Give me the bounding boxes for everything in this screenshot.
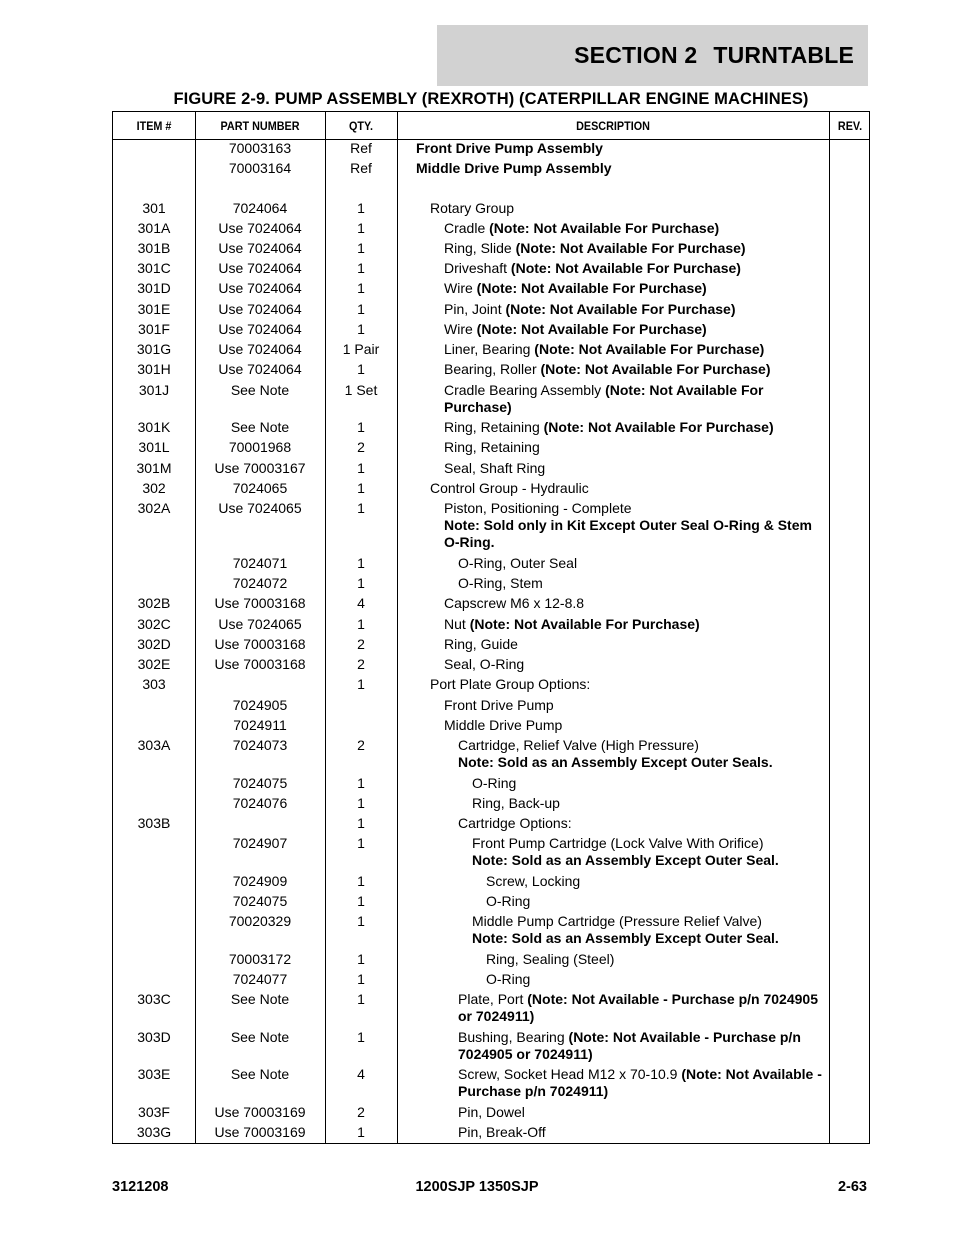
part-number-cell: 7024905 — [232, 697, 288, 713]
footer-page-number: 2-63 — [837, 1179, 867, 1195]
qty-cell: 1 — [357, 676, 365, 692]
part-number-cell: Use 70003168 — [214, 636, 306, 652]
description-cell — [444, 361, 826, 378]
item-number-cell: 301A — [137, 220, 171, 236]
description-text: Ring, Sealing (Steel) — [486, 951, 615, 967]
part-number-cell: Use 70003168 — [214, 656, 306, 672]
qty-cell: 2 — [357, 636, 365, 652]
qty-cell: 1 — [357, 815, 365, 831]
description-text: Ring, Retaining — [444, 419, 544, 435]
description-cell — [430, 200, 826, 217]
qty-cell: Ref — [350, 140, 372, 156]
description-cell — [486, 893, 826, 910]
description-note: (Note: Not Available For Purchase) — [476, 280, 707, 296]
header-rev: REV. — [837, 118, 863, 133]
part-number-cell: See Note — [230, 1066, 290, 1082]
qty-cell: 1 — [357, 913, 365, 929]
part-number-cell: Use 7024064 — [218, 260, 302, 276]
description-note: (Note: Not Available - Purchase p/n 7024905 or 7024911) — [458, 991, 818, 1024]
part-number-cell: Use 70003169 — [214, 1104, 306, 1120]
qty-cell: 2 — [357, 737, 365, 753]
description-text: Ring, Guide — [444, 636, 518, 652]
item-number-cell: 303B — [137, 815, 171, 831]
header-part-number: PART NUMBER — [220, 118, 300, 133]
description-note: (Note: Not Available For Purchase) — [476, 321, 707, 337]
qty-cell: 1 — [357, 893, 365, 909]
part-number-cell: 70003164 — [228, 160, 292, 176]
part-number-cell: Use 7024064 — [218, 341, 302, 357]
part-number-cell: 70003163 — [228, 140, 292, 156]
description-text: Ring, Back-up — [472, 795, 560, 811]
item-number-cell: 301J — [138, 382, 170, 398]
qty-cell: 1 — [357, 500, 365, 516]
qty-cell: 4 — [357, 595, 365, 611]
figure-title: FIGURE 2-9. PUMP ASSEMBLY (REXROTH) (CATERPILLAR ENGINE MACHINES) — [173, 90, 809, 108]
footer-models: 1200SJP 1350SJP — [415, 1179, 539, 1195]
description-cell — [458, 555, 826, 572]
description-note: (Note: Not Available For Purchase) — [540, 361, 771, 377]
part-number-cell: See Note — [230, 382, 290, 398]
item-number-cell: 301E — [137, 301, 171, 317]
header-item: ITEM # — [136, 118, 172, 133]
description-note: Note: Sold as an Assembly Except Outer Seal. — [472, 930, 779, 946]
description-text: Seal, O-Ring — [444, 656, 525, 672]
qty-cell: 1 — [357, 419, 365, 435]
part-number-cell: Use 7024064 — [218, 280, 302, 296]
qty-cell: 1 — [357, 200, 365, 216]
qty-cell: 1 — [357, 795, 365, 811]
header-qty: QTY. — [348, 118, 373, 133]
qty-cell: 1 — [357, 220, 365, 236]
part-number-cell: Use 7024065 — [218, 500, 302, 516]
qty-cell: 2 — [357, 656, 365, 672]
part-number-cell: Use 7024064 — [218, 361, 302, 377]
section-header — [437, 25, 868, 86]
description-cell — [444, 500, 826, 551]
description-text: Front Pump Cartridge (Lock Valve With Orifice) — [472, 835, 764, 851]
description-text: Cartridge Options: — [458, 815, 572, 831]
description-note: Note: Sold as an Assembly Except Outer Seal. — [472, 852, 779, 868]
qty-cell: 1 — [357, 260, 365, 276]
qty-cell: Ref — [350, 160, 372, 176]
description-cell — [458, 575, 826, 592]
description-text: Nut — [444, 616, 470, 632]
description-cell — [416, 160, 826, 177]
description-note: Note: Sold as an Assembly Except Outer Seals. — [458, 754, 773, 770]
part-number-cell: Use 7024064 — [218, 321, 302, 337]
description-text: Cartridge, Relief Valve (High Pressure) — [458, 737, 699, 753]
description-cell — [444, 220, 826, 237]
description-cell — [430, 676, 826, 693]
qty-cell: 1 — [357, 301, 365, 317]
item-number-cell: 303E — [137, 1066, 171, 1082]
part-number-cell: 7024077 — [232, 971, 288, 987]
qty-cell: 4 — [357, 1066, 365, 1082]
description-note: Front Drive Pump Assembly — [416, 140, 603, 156]
part-number-cell: 7024065 — [232, 480, 288, 496]
description-text: Piston, Positioning - Complete — [444, 500, 632, 516]
qty-cell: 2 — [357, 1104, 365, 1120]
part-number-cell: 70003172 — [228, 951, 292, 967]
item-number-cell: 301B — [137, 240, 171, 256]
description-text: Rotary Group — [430, 200, 515, 216]
description-text: O-Ring — [486, 971, 531, 987]
item-number-cell: 301C — [137, 260, 171, 276]
item-number-cell: 301K — [137, 419, 171, 435]
description-text: O-Ring — [472, 775, 517, 791]
qty-cell: 1 — [357, 480, 365, 496]
item-number-cell: 302C — [137, 616, 171, 632]
item-number-cell: 301F — [138, 321, 170, 337]
part-number-cell: 7024076 — [232, 795, 288, 811]
item-number-cell: 303G — [136, 1124, 172, 1140]
description-text: Pin, Joint — [444, 301, 506, 317]
qty-cell: 1 — [357, 321, 365, 337]
description-note: (Note: Not Available For Purchase) — [505, 301, 736, 317]
description-text: Control Group - Hydraulic — [430, 480, 589, 496]
description-text: Bearing, Roller — [444, 361, 541, 377]
description-cell — [458, 1124, 826, 1141]
description-note: (Note: Not Available For Purchase) — [515, 240, 746, 256]
part-number-cell: 7024907 — [232, 835, 288, 851]
description-text: Driveshaft — [444, 260, 511, 276]
description-text: Cradle — [444, 220, 490, 236]
description-text: Liner, Bearing — [444, 341, 535, 357]
item-number-cell: 302B — [137, 595, 171, 611]
column-divider — [829, 112, 830, 1143]
qty-cell: 1 — [357, 991, 365, 1007]
part-number-cell: 7024909 — [232, 873, 288, 889]
description-cell — [472, 775, 826, 792]
qty-cell: 1 — [357, 361, 365, 377]
part-number-cell: 7024073 — [232, 737, 288, 753]
part-number-cell: See Note — [230, 419, 290, 435]
description-cell — [458, 1066, 826, 1100]
description-text: Cradle Bearing Assembly — [444, 382, 606, 398]
description-cell — [444, 439, 826, 456]
description-cell — [444, 382, 826, 416]
item-number-cell: 301G — [136, 341, 172, 357]
description-note: (Note: Not Available For Purchase) — [444, 382, 764, 415]
description-text: Screw, Locking — [486, 873, 581, 889]
section-title: TURNTABLE — [713, 42, 854, 68]
parts-table — [112, 111, 870, 1144]
description-note: (Note: Not Available For Purchase) — [543, 419, 774, 435]
part-number-cell: Use 7024064 — [218, 301, 302, 317]
description-text: Ring, Retaining — [444, 439, 540, 455]
description-note: (Note: Not Available For Purchase) — [510, 260, 741, 276]
description-cell — [444, 595, 826, 612]
item-number-cell: 301D — [137, 280, 171, 296]
item-number-cell: 303C — [137, 991, 171, 1007]
description-text: Screw, Socket Head M12 x 70-10.9 — [458, 1066, 682, 1082]
description-cell — [444, 341, 826, 358]
description-cell — [444, 717, 826, 734]
item-number-cell: 302D — [137, 636, 171, 652]
description-cell — [416, 140, 826, 157]
description-text: O-Ring — [486, 893, 531, 909]
header-description: DESCRIPTION — [576, 118, 650, 133]
description-cell — [486, 971, 826, 988]
qty-cell: 1 — [357, 575, 365, 591]
description-cell — [458, 1104, 826, 1121]
item-number-cell: 303F — [138, 1104, 170, 1120]
qty-cell: 1 — [357, 460, 365, 476]
description-cell — [444, 419, 826, 436]
description-cell — [486, 873, 826, 890]
description-note: (Note: Not Available - Purchase p/n 7024905 or 7024911) — [458, 1029, 801, 1062]
qty-cell: 1 — [357, 835, 365, 851]
description-cell — [472, 913, 826, 947]
description-note: Note: Sold only in Kit Except Outer Seal O-Ring & Stem O-Ring. — [444, 517, 812, 550]
description-text: Front Drive Pump — [444, 697, 554, 713]
description-cell — [472, 795, 826, 812]
part-number-cell: Use 70003167 — [214, 460, 306, 476]
description-note: (Note: Not Available For Purchase) — [489, 220, 720, 236]
section-number: SECTION 2 — [574, 42, 698, 68]
description-cell — [458, 1029, 826, 1063]
column-divider — [397, 112, 398, 1143]
description-cell — [458, 737, 826, 771]
qty-cell: 1 — [357, 971, 365, 987]
qty-cell: 1 — [357, 775, 365, 791]
qty-cell: 1 — [357, 873, 365, 889]
qty-cell: 2 — [357, 439, 365, 455]
item-number-cell: 303 — [142, 676, 166, 692]
item-number-cell: 302E — [137, 656, 171, 672]
description-cell — [444, 321, 826, 338]
description-text: Bushing, Bearing — [458, 1029, 569, 1045]
part-number-cell: Use 7024065 — [218, 616, 302, 632]
description-text: Plate, Port — [458, 991, 528, 1007]
description-text: Ring, Slide — [444, 240, 516, 256]
description-text: O-Ring, Outer Seal — [458, 555, 578, 571]
part-number-cell: 7024075 — [232, 893, 288, 909]
part-number-cell: See Note — [230, 991, 290, 1007]
description-cell — [472, 835, 826, 869]
description-cell — [458, 815, 826, 832]
part-number-cell: 70001968 — [228, 439, 292, 455]
part-number-cell: Use 7024064 — [218, 240, 302, 256]
item-number-cell: 301M — [136, 460, 172, 476]
description-note: (Note: Not Available - Purchase p/n 7024911) — [458, 1066, 822, 1099]
qty-cell: 1 — [357, 1029, 365, 1045]
description-cell — [444, 260, 826, 277]
part-number-cell: 70020329 — [228, 913, 292, 929]
description-cell — [486, 951, 826, 968]
description-note: Middle Drive Pump Assembly — [416, 160, 612, 176]
description-cell — [458, 991, 826, 1025]
part-number-cell: 7024911 — [233, 717, 287, 733]
description-text: Port Plate Group Options: — [430, 676, 591, 692]
item-number-cell: 301 — [142, 200, 166, 216]
part-number-cell: Use 7024064 — [218, 220, 302, 236]
qty-cell: 1 — [357, 240, 365, 256]
description-text: Wire — [444, 280, 477, 296]
qty-cell: 1 — [357, 1124, 365, 1140]
part-number-cell: 7024072 — [232, 575, 288, 591]
description-text: Middle Drive Pump — [444, 717, 563, 733]
description-text: O-Ring, Stem — [458, 575, 543, 591]
description-text: Capscrew M6 x 12-8.8 — [444, 595, 585, 611]
description-text: Seal, Shaft Ring — [444, 460, 546, 476]
description-text: Wire — [444, 321, 477, 337]
description-text: Pin, Break-Off — [458, 1124, 546, 1140]
part-number-cell: 7024071 — [232, 555, 288, 571]
description-cell — [444, 460, 826, 477]
part-number-cell: Use 70003168 — [214, 595, 306, 611]
description-cell — [444, 240, 826, 257]
item-number-cell: 301L — [138, 439, 170, 455]
part-number-cell: See Note — [230, 1029, 290, 1045]
part-number-cell: Use 70003169 — [214, 1124, 306, 1140]
qty-cell: 1 — [357, 280, 365, 296]
description-cell — [444, 280, 826, 297]
description-cell — [444, 636, 826, 653]
qty-cell: 1 — [357, 616, 365, 632]
qty-cell: 1 — [357, 951, 365, 967]
qty-cell: 1 — [357, 555, 365, 571]
description-text: Pin, Dowel — [458, 1104, 525, 1120]
description-cell — [444, 301, 826, 318]
item-number-cell: 303D — [137, 1029, 171, 1045]
part-number-cell: 7024075 — [232, 775, 288, 791]
description-cell — [444, 656, 826, 673]
description-note: (Note: Not Available For Purchase) — [469, 616, 700, 632]
item-number-cell: 301H — [137, 361, 171, 377]
qty-cell: 1 Set — [344, 382, 378, 398]
qty-cell: 1 Pair — [342, 341, 380, 357]
description-cell — [444, 616, 826, 633]
item-number-cell: 303A — [137, 737, 171, 753]
description-cell — [430, 480, 826, 497]
description-text: Middle Pump Cartridge (Pressure Relief Valve) — [472, 913, 762, 929]
part-number-cell: 7024064 — [232, 200, 288, 216]
description-note: (Note: Not Available For Purchase) — [534, 341, 765, 357]
item-number-cell: 302A — [137, 500, 171, 516]
description-cell — [444, 697, 826, 714]
footer-doc-number: 3121208 — [112, 1179, 169, 1195]
item-number-cell: 302 — [142, 480, 166, 496]
